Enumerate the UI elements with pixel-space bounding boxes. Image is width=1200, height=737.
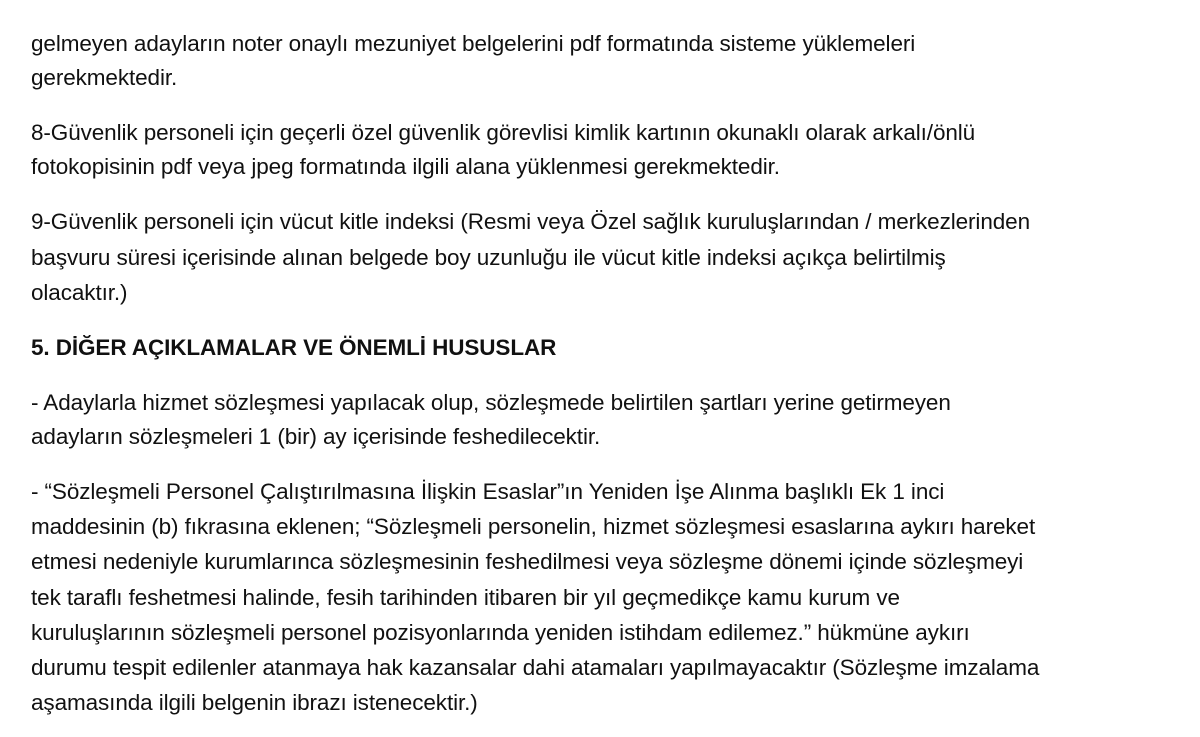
paragraph-line: etmesi nedeniyle kurumlarınca sözleşmesinin feshedilmesi veya sözleşme dönemi içinde sözleşmeyi: [31, 549, 1024, 574]
paragraph-line: başvuru süresi içerisinde alınan belgede boy uzunluğu ile vücut kitle indeksi açıkça belirtilmiş: [31, 245, 946, 270]
paragraph-line: aşamasında ilgili belgenin ibrazı istenecektir.): [31, 690, 478, 715]
paragraph-line: olacaktır.): [31, 280, 128, 305]
paragraph-line: adayların sözleşmeleri 1 (bir) ay içerisinde feshedilecektir.: [31, 424, 601, 449]
paragraph-line: gelmeyen adayların noter onaylı mezuniyet belgelerini pdf formatında sisteme yüklemeleri: [31, 31, 916, 56]
paragraph-line: maddesinin (b) fıkrasına eklenen; “Sözleşmeli personelin, hizmet sözleşmesi esaslarına aykırı hareket: [31, 514, 1036, 539]
paragraph-line: gerekmektedir.: [31, 65, 178, 90]
paragraph-line: fotokopisinin pdf veya jpeg formatında ilgili alana yüklenmesi gerekmektedir.: [31, 154, 780, 179]
paragraph-line: 9-Güvenlik personeli için vücut kitle indeksi (Resmi veya Özel sağlık kuruluşlarından / merkezlerinden: [31, 209, 1030, 234]
paragraph-line: kuruluşlarının sözleşmeli personel pozisyonlarında yeniden istihdam edilemez.” hükmüne aykırı: [31, 620, 970, 645]
paragraph-line: tek taraflı feshetmesi halinde, fesih tarihinden itibaren bir yıl geçmedikçe kamu kurum ve: [31, 585, 900, 610]
paragraph-line: durumu tespit edilenler atanmaya hak kazansalar dahi atamaları yapılmayacaktır (Sözleşme imzalama: [31, 655, 1040, 680]
paragraph-line: - “Sözleşmeli Personel Çalıştırılmasına İlişkin Esaslar”ın Yeniden İşe Alınma başlıklı Ek 1 inci: [31, 479, 945, 504]
paragraph-line: - Adaylarla hizmet sözleşmesi yapılacak olup, sözleşmede belirtilen şartları yerine getirmeyen: [31, 390, 951, 415]
paragraph-line: 8-Güvenlik personeli için geçerli özel güvenlik görevlisi kimlik kartının okunaklı olarak arkalı/önlü: [31, 120, 976, 145]
section-heading: 5. DİĞER AÇIKLAMALAR VE ÖNEMLİ HUSUSLAR: [31, 335, 557, 360]
